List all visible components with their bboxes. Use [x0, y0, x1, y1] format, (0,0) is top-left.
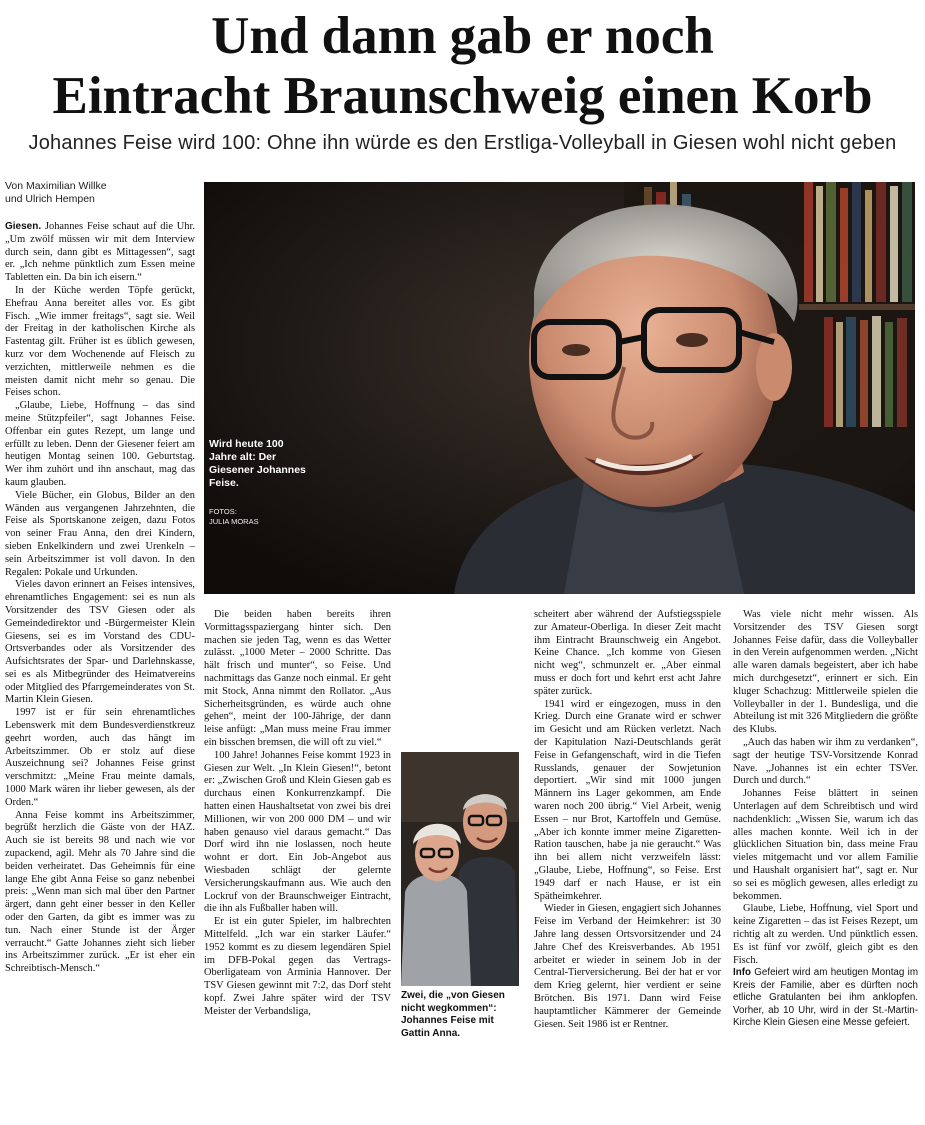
paragraph: Glaube, Liebe, Hoffnung, viel Sport und keine Zigaretten – das ist Feises Rezept, um richtig alt zu werden. Und pünktlich essen. Es ist fünf vor zwölf, gleich gibt es den Fisch.	[733, 903, 918, 966]
paragraph-text: Johannes Feise schaut auf die Uhr. „Um zwölf müssen wir mit dem Interview durch sein, dann gibt es Mittagessen“, sagt er. „Ich nehme pünktlich zum Essen meine Tabletten ein. Da bin ich eisern.“	[5, 221, 195, 284]
headline-line-1: Und dann gab er noch	[211, 7, 714, 65]
photo-credit	[209, 507, 309, 527]
main-photo	[204, 182, 915, 594]
byline	[5, 180, 195, 206]
dateline: Giesen.	[5, 221, 42, 232]
paragraph: Viele Bücher, ein Globus, Bilder an den Wänden aus vergangenen Jahrzehnten, die Feise als Sportskanone zeigen, dazu Fotos von seiner Frau Anna, den drei Kindern, sieben Enkelkindern und zwei Urenkeln – sein Arbeitszimmer ist voll davon. In den Regalen: Pokale und Urkunden.	[5, 489, 195, 578]
paragraph: Wieder in Giesen, engagiert sich Johannes Feise im Verband der Heimkehrer: ist 30 Jahre lang dessen Ortsvorsitzender und 24 Jahre Chef des Kreisverbandes. Ab 1951 arbeitet er wieder in seinem Job in der Central-Tierversicherung. Bei der hat er vor dem Krieg gelernt, hier verdient er seine Brötchen. Bis 1971. Dann wird Feise hauptamtlicher Kämmerer der Gemeinde Giesen. Seit 1986 ist er Rentner.	[534, 903, 721, 1030]
paragraph	[5, 221, 195, 285]
article-column-2	[204, 609, 391, 1121]
byline-line-1: Von Maximilian Willke	[5, 180, 107, 192]
article-column-1	[5, 221, 195, 1121]
subheadline: Johannes Feise wird 100: Ohne ihn würde es den Erstliga-Volleyball in Giesen wohl nicht geben	[28, 132, 897, 154]
byline-line-2: und Ulrich Hempen	[5, 193, 95, 205]
photo-credit-name: JULIA MORAS	[209, 517, 259, 526]
photo-credit-label: FOTOS:	[209, 507, 237, 516]
paragraph: 100 Jahre! Johannes Feise kommt 1923 in Giesen zur Welt. „In Klein Giesen!“, betont er: „Zwischen Groß und Klein Giesen gab es durchaus einen Konkurrenzkampf. Die hatten einen Haushaltsetat von zwei bis drei Millionen, wir von 200 000 DM – und wir haben genauso viel daraus gemacht.“ Das Dorf wird ihn nie loslassen, noch heute wohnt er dort. Ein Job-Angebot aus Wiesbaden schlägt der gelernte Versicherungskaufmann aus. Wie auch den Lockruf von der Braunschweiger Eintracht, die ihn als Fußballer haben will.	[204, 749, 391, 915]
paragraph: „Auch das haben wir ihm zu verdanken“, sagt der heutige TSV-Vorsitzende Konrad Nave. „Johannes ist ein echter TSVer. Durch und durch.“	[733, 736, 918, 787]
main-photo-caption: Wird heute 100 Jahre alt: Der Giesener Johannes Feise.	[209, 438, 306, 489]
paragraph: Anna Feise kommt ins Arbeitszimmer, begrüßt herzlich die Gäste von der HAZ. Auch sie ist bereits 98 und nach wie vor zupackend, agil. Mehr als 70 Jahre sind die beiden verheiratet. Das Geheimnis für eine lange Ehe gibt Anna Feise so ganz nebenbei preis: „Wenn man sich mal über den Partner ärgert, dann geht einer besser in den Keller oder den Garten, da gibt es immer was zu tun. Nach einer Stunde ist der Ärger verraucht.“ Gatte Johannes zieht sich lieber ins Arbeitszimmer zurück. „Er ist eher ein Schreibtisch-Mensch.“	[5, 809, 195, 975]
paragraph: Er ist ein guter Spieler, im halbrechten Mittelfeld. „Ich war ein starker Läufer.“ 1952 kommt es zu diesem legendären Spiel im DFB-Pokal gegen das Vertrags-Oberligateam von Arminia Hannover. Der TSV Giesen gewinnt mit 7:2, das Dorf steht kopf. Zwei Jahre später wird der TSV Meister der Verbandsliga,	[204, 916, 391, 1017]
couple-photo	[401, 752, 519, 986]
headline	[0, 6, 925, 126]
info-label: Info	[733, 967, 751, 979]
paragraph: 1941 wird er eingezogen, muss in den Krieg. Durch eine Granate wird er schwer im Gesicht und am Rücken verletzt. Nach der Kapitulation Nazi-Deutschlands gerät Feise in Gefangenschaft, wird in die Tiefen Russlands, genauer der Sowjetunion deportiert. „Wir sind mit 1000 jungen Männern ins Lager gekommen, am Ende waren noch 200 übrig.“ Viel Arbeit, wenig Essen – nur Brot, Kartoffeln und Gemüse. „Aber ich konnte immer meine Zigaretten-Ration tauschen, habe ja nie geraucht.“ Was ihn bei allem nicht verzweifeln lässt: „Glaube, Liebe, Hoffnung“, so Feise. Erst 1949 darf er nach Hause, er ist ein Spätheimkehrer.	[534, 698, 721, 902]
paragraph: scheitert aber während der Aufstiegsspiele zur Amateur-Oberliga. In dieser Zeit macht ihm Eintracht Braunschweig ein Angebot. Keine Chance. „Ich komme von Giesen nicht weg“, schmunzelt er. „Aber einmal muss er doch fort und kehrt erst acht Jahre später zurück.	[534, 609, 721, 697]
headline-line-2: Eintracht Braunschweig einen Korb	[52, 67, 873, 125]
paragraph: Was viele nicht mehr wissen. Als Vorsitzender des TSV Giesen sorgt Johannes Feise dafür, dass die Volleyballer in den Verein aufgenommen werden. „Nicht alle waren damals begeistert, aber ich habe mich durchgesetzt“, erinnert er sich. Ein kluger Schachzug: Mittlerweile spielen die Volleyballer in der 1. Bundesliga, und die Abteilung ist mit 326 Mitgliedern die größte des Klubs.	[733, 609, 918, 736]
article-column-4	[733, 609, 918, 1121]
info-text: Gefeiert wird am heutigen Montag im Kreis der Familie, aber es dürften noch etliche Gratulanten bei ihm anklopfen. Vorher, ab 10 Uhr, wird in der St.-Martin-Kirche Klein Giesen eine Messe gefeiert.	[733, 967, 918, 1028]
paragraph: In der Küche werden Töpfe gerückt, Ehefrau Anna bereitet alles vor. Es gibt Fisch. „Wie immer freitags“, sagt sie. Weil der Freitag in der katholischen Kirche als Fastentag gilt. Früher ist es üblich gewesen, kurz vor dem Wochenende auf Fleisch zu verzichten, mittlerweile nehmen es die meisten damit nicht mehr so genau. Die Feises schon.	[5, 284, 195, 399]
info-box	[733, 967, 918, 1029]
couple-photo-illustration	[401, 752, 519, 986]
paragraph: „Glaube, Liebe, Hoffnung – das sind meine Stützpfeiler“, sagt Johannes Feise. Offenbar ein gutes Rezept, um lange und erfüllt zu leben. Denn der Giesener feiert am heutigen Montag seinen 100. Geburtstag. Wer ihm zuhört und ihn anschaut, mag das kaum glauben.	[5, 400, 195, 488]
article-column-3	[534, 609, 721, 1121]
paragraph: Die beiden haben bereits ihren Vormittagsspaziergang hinter sich. Den machen sie jeden Tag, wenn es das Wetter zulässt. „1000 Meter – 2000 Schritte. Das hält frisch und munter“, so Feise. Und nachmittags das Ganze noch einmal. Er geht mit Stock, Anna nimmt den Rollator. „Aus Sicherheitsgründen, es würde auch ohne gehen“, meint der 100-Jährige, der dann leise anfügt: „Man muss meine Frau immer ein bisschen bremsen, die will oft zu viel.“	[204, 609, 391, 748]
couple-photo-caption: Zwei, die „von Giesen nicht wegkommen“: Johannes Feise mit Gattin Anna.	[401, 990, 505, 1039]
paragraph: Vieles davon erinnert an Feises intensives, ehrenamtliches Engagement: sei es nun als Vorsitzender des TSV Giesen oder als Gemeindedirektor und -Bürgermeister Klein Giesens, sei es im Vorstand des CDU-Ortsverbandes oder als Vorsitzender des Aufsichtsrates der Spar- und Darlehnskasse, sei es als Mitbegründer des Heimatvereins oder Mitglied des Pfarrgemeinderates von St. Martin Klein Giesen.	[5, 579, 195, 706]
paragraph: Johannes Feise blättert in seinen Unterlagen auf dem Schreibtisch und wird nachdenklich: „Wissen Sie, warum ich das alles machen konnte. Weil ich in der glücklichen Situation bin, dass meine Frau vieles mitgemacht und vor allem Familie und Haushalt organisiert hat“, sagt er. Nur so sei es möglich gewesen, alles erledigt zu bekommen.	[733, 788, 918, 902]
portrait-photo-illustration	[204, 182, 915, 594]
paragraph: 1997 ist er für sein ehrenamtliches Lebenswerk mit dem Bundesverdienstkreuz geehrt worden, auch das hängt im Arbeitszimmer. Ob er stolz auf diese Auszeichnung sei? Johannes Feise grinst verschmitzt: „Meine Frau meinte damals, 1000 Mark wären ihr lieber gewesen, als der Orden.“	[5, 707, 195, 808]
